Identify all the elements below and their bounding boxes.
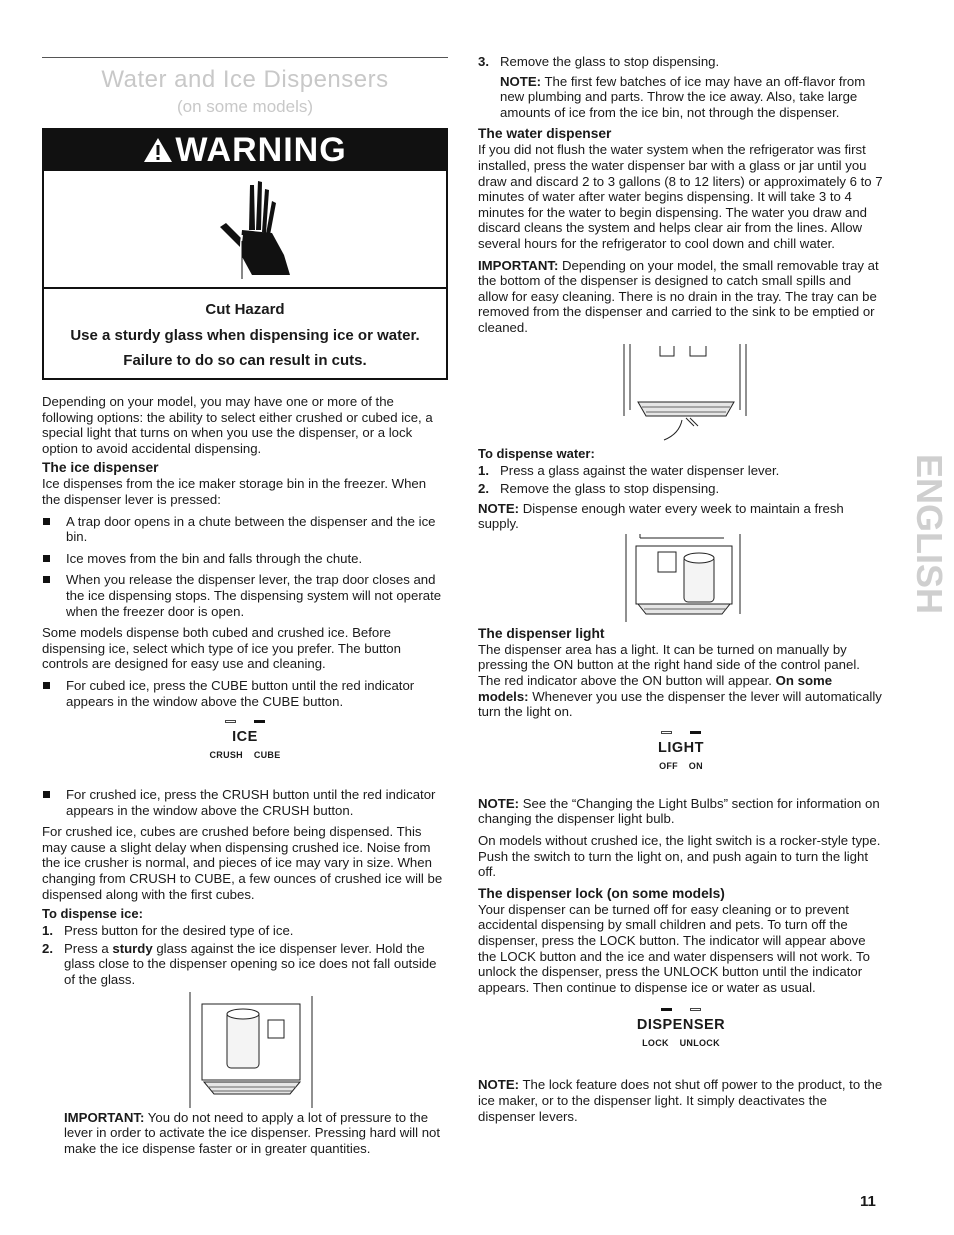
dispenser-light-paragraph <box>478 642 884 720</box>
dispenser-buttons <box>478 1038 884 1048</box>
ice-dispenser-heading: The ice dispenser <box>42 460 159 476</box>
page-number: 11 <box>860 1193 876 1210</box>
water-step-2-text: Remove the glass to stop dispensing. <box>500 481 720 497</box>
unlock-indicator <box>690 1008 701 1011</box>
note-text: Dispense enough water every week to maintain a fresh supply. <box>478 500 844 532</box>
header-rule <box>42 57 448 58</box>
note-light-bulbs <box>478 796 884 827</box>
list-item: 2. Press a sturdy glass against the ice dispenser lever. Hold the glass close to the dispenser opening so ice does not fall outside of the glass. <box>42 940 437 988</box>
language-tab-graphic <box>898 448 950 623</box>
lock-indicator <box>661 1008 672 1011</box>
water-dispenser-paragraph: If you did not flush the water system when the refrigerator was first installed, press the water dispenser bar with a glass or jar until you draw and discard 2 to 3 gallons (8 to 12 liters) or approximately 6 to 7 minutes of water after water begins dispensing. It will take 3 to 4 minutes for the water to begin dispensing. The water you draw and discard cleans the system and helps clear air from the lines. Allow several hours for the refrigerator to cool down and chill water. <box>478 142 883 251</box>
left-column <box>42 394 448 1156</box>
dispenser-light-heading: The dispenser light <box>478 625 605 641</box>
light-control-label: LIGHT <box>658 739 704 756</box>
note-first-batches <box>478 74 884 121</box>
on-button[interactable]: ON <box>688 760 703 771</box>
warning-heading <box>44 130 446 171</box>
note-label: NOTE: <box>478 1077 520 1093</box>
list-item: A trap door opens in a chute between the dispenser and the ice bin. <box>42 514 448 545</box>
crushed-ice-paragraph: For crushed ice, cubes are crushed before being dispensed. This may cause a slight delay when dispensing crushed ice. Noise from the ice crusher is normal, and pieces of ice may vary in size. When changing from CRUSH to CUBE, a few ounces of crushed ice will be dispensed along with the first cubes. <box>42 824 443 902</box>
note-label: NOTE: <box>500 73 542 89</box>
water-step-1-text: Press a glass against the water dispenser lever. <box>500 462 780 478</box>
unlock-button[interactable]: UNLOCK <box>679 1038 720 1049</box>
step-2-bold: sturdy <box>112 940 153 956</box>
light-para-text-cont: Whenever you use the dispenser the lever will automatically turn the light on. <box>478 688 882 720</box>
light-indicators <box>478 728 884 738</box>
note-text: See the “Changing the Light Bulbs” section for information on changing the dispenser light bulb. <box>478 795 880 827</box>
list-item: 3. Remove the glass to stop dispensing. <box>478 54 720 69</box>
warning-line-1: Use a sturdy glass when dispensing ice or water. <box>70 327 420 344</box>
note-text: The lock feature does not shut off power to the product, to the ice maker, or to the dispenser light. It simply deactivates the dispenser levers. <box>478 1077 883 1124</box>
cube-button[interactable]: CUBE <box>253 750 281 761</box>
ice-control-label: ICE <box>232 729 258 746</box>
important-text: Depending on your model, the small removable tray at the bottom of the dispenser is designed to catch small spills and allow for easy cleaning. There is no drain in the tray. The tray can be removed from the dispenser and carried to the sink to be emptied or cleaned. <box>478 257 879 335</box>
warning-box <box>42 128 448 380</box>
light-buttons <box>478 761 884 771</box>
ice-dispenser-drawing <box>182 992 322 1108</box>
note-weekly <box>478 501 884 532</box>
dispenser-indicators <box>478 1005 884 1015</box>
important-note-left <box>42 1110 448 1157</box>
step-2-text: Press a <box>64 940 113 956</box>
step-1-text: Press button for the desired type of ice. <box>64 923 294 939</box>
water-dispenser-drawing <box>618 534 748 624</box>
dispense-water-heading: To dispense water: <box>478 445 595 461</box>
dispense-ice-heading: To dispense ice: <box>42 906 143 922</box>
note-text: The first few batches of ice may have an off-flavor from new plumbing and parts. Throw the ice away. Also, take large amounts of ice from the ice bin, not through the dispenser. <box>500 73 866 120</box>
important-label: IMPORTANT: <box>478 257 559 273</box>
lock-button[interactable]: LOCK <box>642 1038 669 1049</box>
alert-triangle-icon <box>143 136 173 164</box>
note-label: NOTE: <box>478 500 520 516</box>
light-control-panel <box>478 728 884 788</box>
some-models-paragraph: Some models dispense both cubed and crushed ice. Before dispensing ice, select which type of ice you prefer. The button controls are designed for easy use and cleaning. <box>42 625 401 672</box>
warning-text <box>44 289 446 369</box>
ice-dispenser-illustration <box>42 988 448 1110</box>
list-item: 2. Remove the glass to stop dispensing. <box>478 481 720 497</box>
note-label: NOTE: <box>478 795 520 811</box>
ice-control-panel <box>42 717 448 775</box>
warning-line-2: Failure to do so can result in cuts. <box>123 352 367 369</box>
water-dispenser-illustration <box>478 532 884 624</box>
list-item: Ice moves from the bin and falls through the chute. <box>42 551 448 567</box>
rocker-switch-paragraph: On models without crushed ice, the light switch is a rocker-style type. Push the switch to turn the light on, and push again to turn the light off. <box>478 833 881 880</box>
dispenser-lock-paragraph: Your dispenser can be turned off for easy cleaning or to prevent accidental dispensing by small children and pets. To turn off the dispenser, press the LOCK button. The indicator will appear above the LOCK button and the ice and water dispensers will not work. To unlock the dispenser, press the UNLOCK button until the indicator appears. Then continue to dispense ice or water as usual. <box>478 901 870 995</box>
water-dispenser-heading: The water dispenser <box>478 126 612 142</box>
hazard-name: Cut Hazard <box>205 301 285 318</box>
note-lock-feature <box>478 1077 884 1124</box>
dispenser-control-label: DISPENSER <box>636 1017 726 1034</box>
light-para-text: The dispenser area has a light. It can be turned on manually by pressing the ON button at the right hand side of the control panel. The red indicator above the ON button will appear. <box>478 641 860 689</box>
ice-indicators <box>42 717 448 727</box>
cut-hand-icon <box>192 175 312 287</box>
important-label: IMPORTANT: <box>64 1109 145 1125</box>
crush-button[interactable]: CRUSH <box>209 750 243 761</box>
list-item: 1. Press a glass against the water dispenser lever. <box>478 462 780 478</box>
step-3-text: Remove the glass to stop dispensing. <box>500 54 720 69</box>
cube-indicator <box>254 720 265 723</box>
list-item: 1. Press button for the desired type of ice. <box>42 923 294 939</box>
on-indicator <box>690 731 701 734</box>
crush-indicator <box>225 720 236 723</box>
off-indicator <box>661 731 672 734</box>
list-item: When you release the dispenser lever, the trap door closes and the ice dispensing stops. The dispensing system will not operate when the freezer door is open. <box>42 572 448 619</box>
off-button[interactable]: OFF <box>659 760 678 771</box>
drip-tray-drawing <box>616 344 756 444</box>
dispenser-control-panel <box>478 1005 884 1067</box>
ice-buttons <box>42 750 448 760</box>
intro-paragraph: Depending on your model, you may have one or more of the following options: the ability to select either crushed or cubed ice, a special light that turns on when you use the dispenser, or a lock option to avoid accidental dispensing. <box>42 394 433 456</box>
drip-tray-illustration <box>478 336 884 436</box>
step-2-text-cont: glass against the ice dispenser lever. Hold the glass close to the dispenser opening so ice does not fall outside of the glass. <box>64 940 437 988</box>
light-para-bold: On some models: <box>478 673 833 704</box>
list-item: For crushed ice, press the CRUSH button until the red indicator appears in the window above the CRUSH button. <box>42 787 448 818</box>
right-column <box>478 54 884 1124</box>
important-text: You do not need to apply a lot of pressure to the lever in order to activate the ice dispenser. Pressing hard will not make the ice dispense faster or in greater quantities. <box>64 1109 441 1156</box>
dispenser-lock-heading: The dispenser lock (on some models) <box>478 885 725 901</box>
important-note-right <box>478 258 884 336</box>
language-tab <box>898 448 950 623</box>
section-subtitle: (on some models) <box>176 97 314 116</box>
section-title: Water and Ice Dispensers <box>101 66 389 93</box>
list-item: For cubed ice, press the CUBE button until the red indicator appears in the window above the CUBE button. <box>42 678 448 709</box>
warning-heading-text: WARNING <box>175 131 347 169</box>
ice-dispenser-intro: Ice dispenses from the ice maker storage bin in the freezer. When the dispenser lever is pressed: <box>42 476 427 507</box>
cut-hazard-image <box>44 171 446 289</box>
language-tab-text: ENGLISH <box>909 454 950 615</box>
